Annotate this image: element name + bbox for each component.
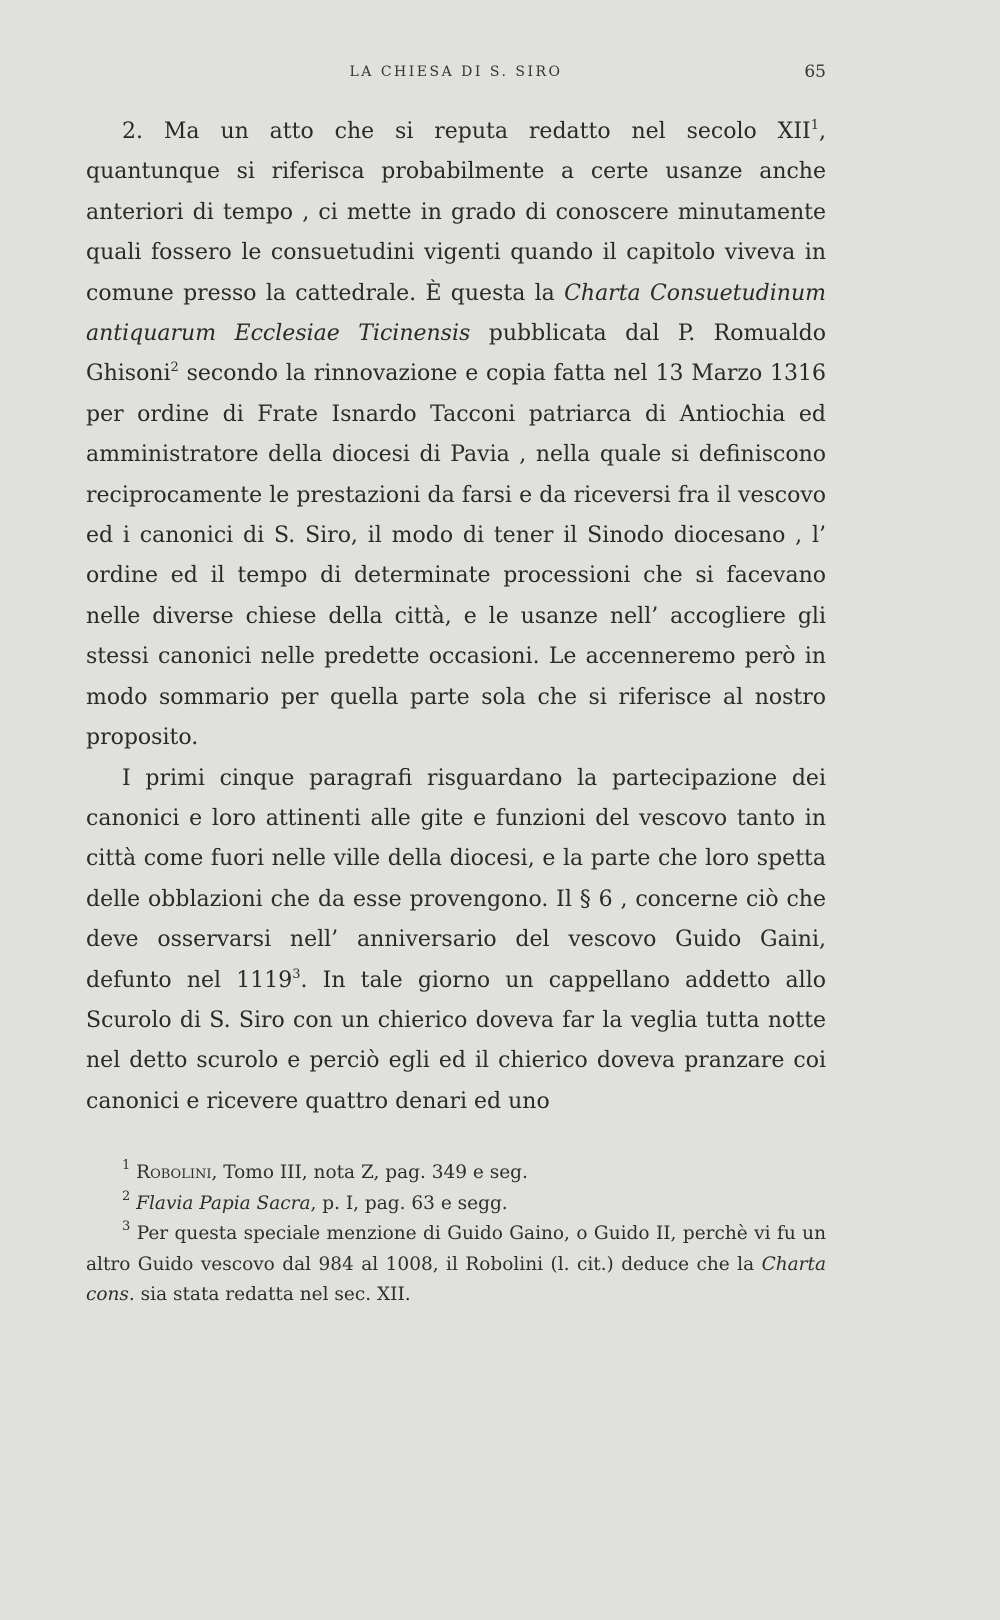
footnotes xyxy=(86,1158,826,1311)
author-name: Robolini xyxy=(136,1162,212,1183)
italic-text: Charta cons. xyxy=(86,1253,826,1305)
italic-text: Charta Consuetudinum antiquarum Ecclesiae Ticinensis xyxy=(86,280,826,347)
footnote-marker: 3 xyxy=(292,966,301,982)
footnote xyxy=(86,1189,826,1220)
text-run: , p. I, pag. 63 e segg. xyxy=(310,1192,508,1214)
footnote-marker: 2 xyxy=(170,360,179,376)
page-number: 65 xyxy=(804,62,826,82)
footnote-marker: 2 xyxy=(122,1188,131,1204)
running-title: LA CHIESA DI S. SIRO xyxy=(349,64,563,80)
text-run: , quantunque si riferisca probabilmente a certe usanze anche anteriori di tempo , ci mette in grado di conoscere minutamente quali fossero le consuetudini vigenti quando il capitolo viveva in comune presso la cattedrale. È questa la xyxy=(86,119,826,306)
body-text xyxy=(86,112,826,1122)
text-run: I primi cinque paragrafi risguardano la partecipazione dei canonici e loro attinenti alle gite e funzioni del vescovo tanto in città come fuori nelle ville della diocesi, e la parte che loro spetta delle obblazioni che da esse provengono. Il § 6 , concerne ciò che deve osservarsi nell’ anniversario del vescovo Guido Gaini, defunto nel 1119 xyxy=(86,765,826,993)
footnote-marker: 1 xyxy=(810,118,819,133)
footnote xyxy=(86,1158,826,1189)
italic-text: Flavia Papia Sacra xyxy=(136,1192,311,1214)
text-run: sia stata redatta nel sec. XII. xyxy=(134,1284,411,1305)
text-run: . In tale giorno un cappellano addetto allo Scurolo di S. Siro con un chierico doveva far la veglia tutta notte nel detto scurolo e perciò egli ed il chierico doveva pranzare coi canonici e ricevere quattro denari ed uno xyxy=(86,967,826,1114)
footnote xyxy=(86,1219,826,1311)
paragraph xyxy=(86,759,826,1123)
text-run: secondo la rinnovazione e copia fatta nel 13 Marzo 1316 per ordine di Frate Isnardo Tacconi patriarca di Antiochia ed amministratore della diocesi di Pavia , nella quale si definiscono reciprocamente le prestazioni da farsi e da riceversi fra il vescovo ed i canonici di S. Siro, il modo di tener il Sinodo diocesano , l’ ordine ed il tempo di determinate processioni che si facevano nelle diverse chiese della città, e le usanze nell’ accogliere gli stessi canonici nelle predette occasioni. Le accenneremo però in modo sommario per quella parte sola che si riferisce al nostro proposito. xyxy=(86,361,826,751)
text-run: Per questa speciale menzione di Guido Gaino, o Guido II, perchè vi fu un altro Guido vescovo dal 984 al 1008, il Robolini (l. cit.) deduce che la xyxy=(86,1223,826,1275)
running-head xyxy=(86,64,826,88)
footnote-marker: 3 xyxy=(122,1219,131,1234)
text-run: pubblicata dal P. Romualdo Ghisoni xyxy=(86,321,826,387)
text-run: 2. Ma un atto che si reputa redatto nel secolo XII xyxy=(122,119,811,144)
footnote-marker: 1 xyxy=(122,1158,131,1173)
paragraph xyxy=(86,112,826,759)
text-run: , Tomo III, nota Z, pag. 349 e seg. xyxy=(211,1162,528,1183)
